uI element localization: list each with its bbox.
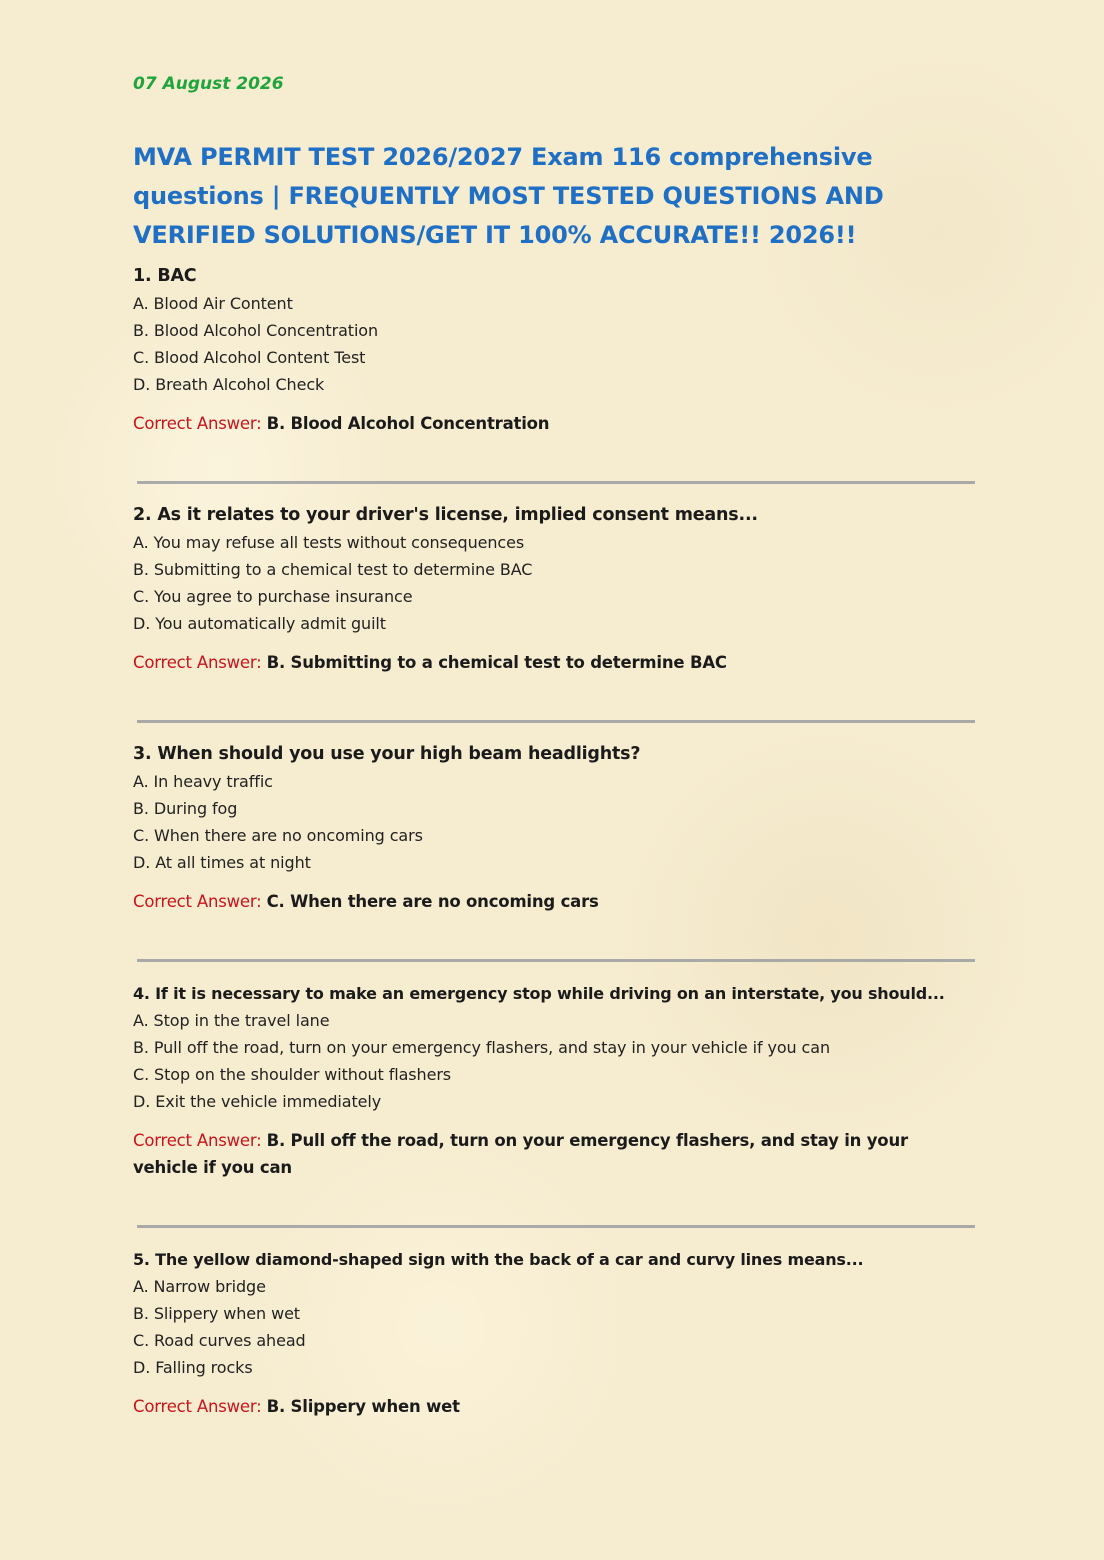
question-text: 1. BAC (133, 266, 197, 286)
question-block (133, 263, 975, 437)
option-item: C. Blood Alcohol Content Test (133, 348, 366, 367)
document-title: MVA PERMIT TEST 2026/2027 Exam 116 comprehensive questions | FREQUENTLY MOST TESTED QUESTIONS AND VERIFIED SOLUTIONS/GET IT 100% ACCURATE!! 2026!! (133, 143, 884, 249)
question-text: 5. The yellow diamond-shaped sign with the back of a car and curvy lines means... (133, 1250, 864, 1269)
correct-answer (133, 649, 975, 676)
option-item: B. Pull off the road, turn on your emergency flashers, and stay in your vehicle if you can (133, 1038, 830, 1057)
option-item: D. Falling rocks (133, 1358, 253, 1377)
question-block (133, 502, 975, 676)
correct-answer-label: Correct Answer: (133, 653, 262, 672)
correct-answer-label: Correct Answer: (133, 414, 262, 433)
option-item: A. In heavy traffic (133, 772, 273, 791)
correct-answer-value: B. Submitting to a chemical test to determine BAC (266, 653, 727, 672)
option-item: B. During fog (133, 799, 238, 818)
option-item: C. You agree to purchase insurance (133, 587, 413, 606)
question-text: 4. If it is necessary to make an emergency stop while driving on an interstate, you should... (133, 984, 945, 1003)
option-item: C. When there are no oncoming cars (133, 826, 423, 845)
option-list (133, 529, 975, 637)
option-item: C. Road curves ahead (133, 1331, 306, 1350)
question-divider (137, 720, 975, 723)
option-item: B. Submitting to a chemical test to determine BAC (133, 560, 533, 579)
option-list (133, 1273, 975, 1381)
document-date: 07 August 2026 (133, 74, 284, 94)
option-item: B. Blood Alcohol Concentration (133, 321, 379, 340)
correct-answer-value: C. When there are no oncoming cars (266, 892, 599, 911)
correct-answer-value: B. Blood Alcohol Concentration (266, 414, 550, 433)
option-item: A. Stop in the travel lane (133, 1011, 330, 1030)
option-item: A. Narrow bridge (133, 1277, 266, 1296)
option-item: D. Exit the vehicle immediately (133, 1092, 382, 1111)
option-item: A. Blood Air Content (133, 294, 293, 313)
option-list (133, 768, 975, 876)
option-item: B. Slippery when wet (133, 1304, 300, 1323)
option-item: C. Stop on the shoulder without flashers (133, 1065, 452, 1084)
question-divider (137, 481, 975, 484)
question-text: 3. When should you use your high beam headlights? (133, 744, 641, 764)
correct-answer (133, 1393, 975, 1420)
correct-answer (133, 410, 975, 437)
question-block (133, 980, 975, 1181)
option-item: D. At all times at night (133, 853, 311, 872)
correct-answer-label: Correct Answer: (133, 1131, 262, 1150)
question-block (133, 741, 975, 915)
correct-answer-value: B. Pull off the road, turn on your emergency flashers, and stay in your vehicle if you can (133, 1131, 908, 1177)
option-list (133, 1007, 975, 1115)
correct-answer-label: Correct Answer: (133, 1397, 262, 1416)
correct-answer (133, 1127, 975, 1181)
option-item: A. You may refuse all tests without consequences (133, 533, 525, 552)
document-page (133, 70, 975, 1420)
option-item: D. You automatically admit guilt (133, 614, 386, 633)
question-block (133, 1246, 975, 1420)
question-divider (137, 959, 975, 962)
option-item: D. Breath Alcohol Check (133, 375, 325, 394)
question-text: 2. As it relates to your driver's license, implied consent means... (133, 505, 758, 525)
correct-answer-label: Correct Answer: (133, 892, 262, 911)
option-list (133, 290, 975, 398)
question-divider (137, 1225, 975, 1228)
correct-answer (133, 888, 975, 915)
correct-answer-value: B. Slippery when wet (266, 1397, 460, 1416)
